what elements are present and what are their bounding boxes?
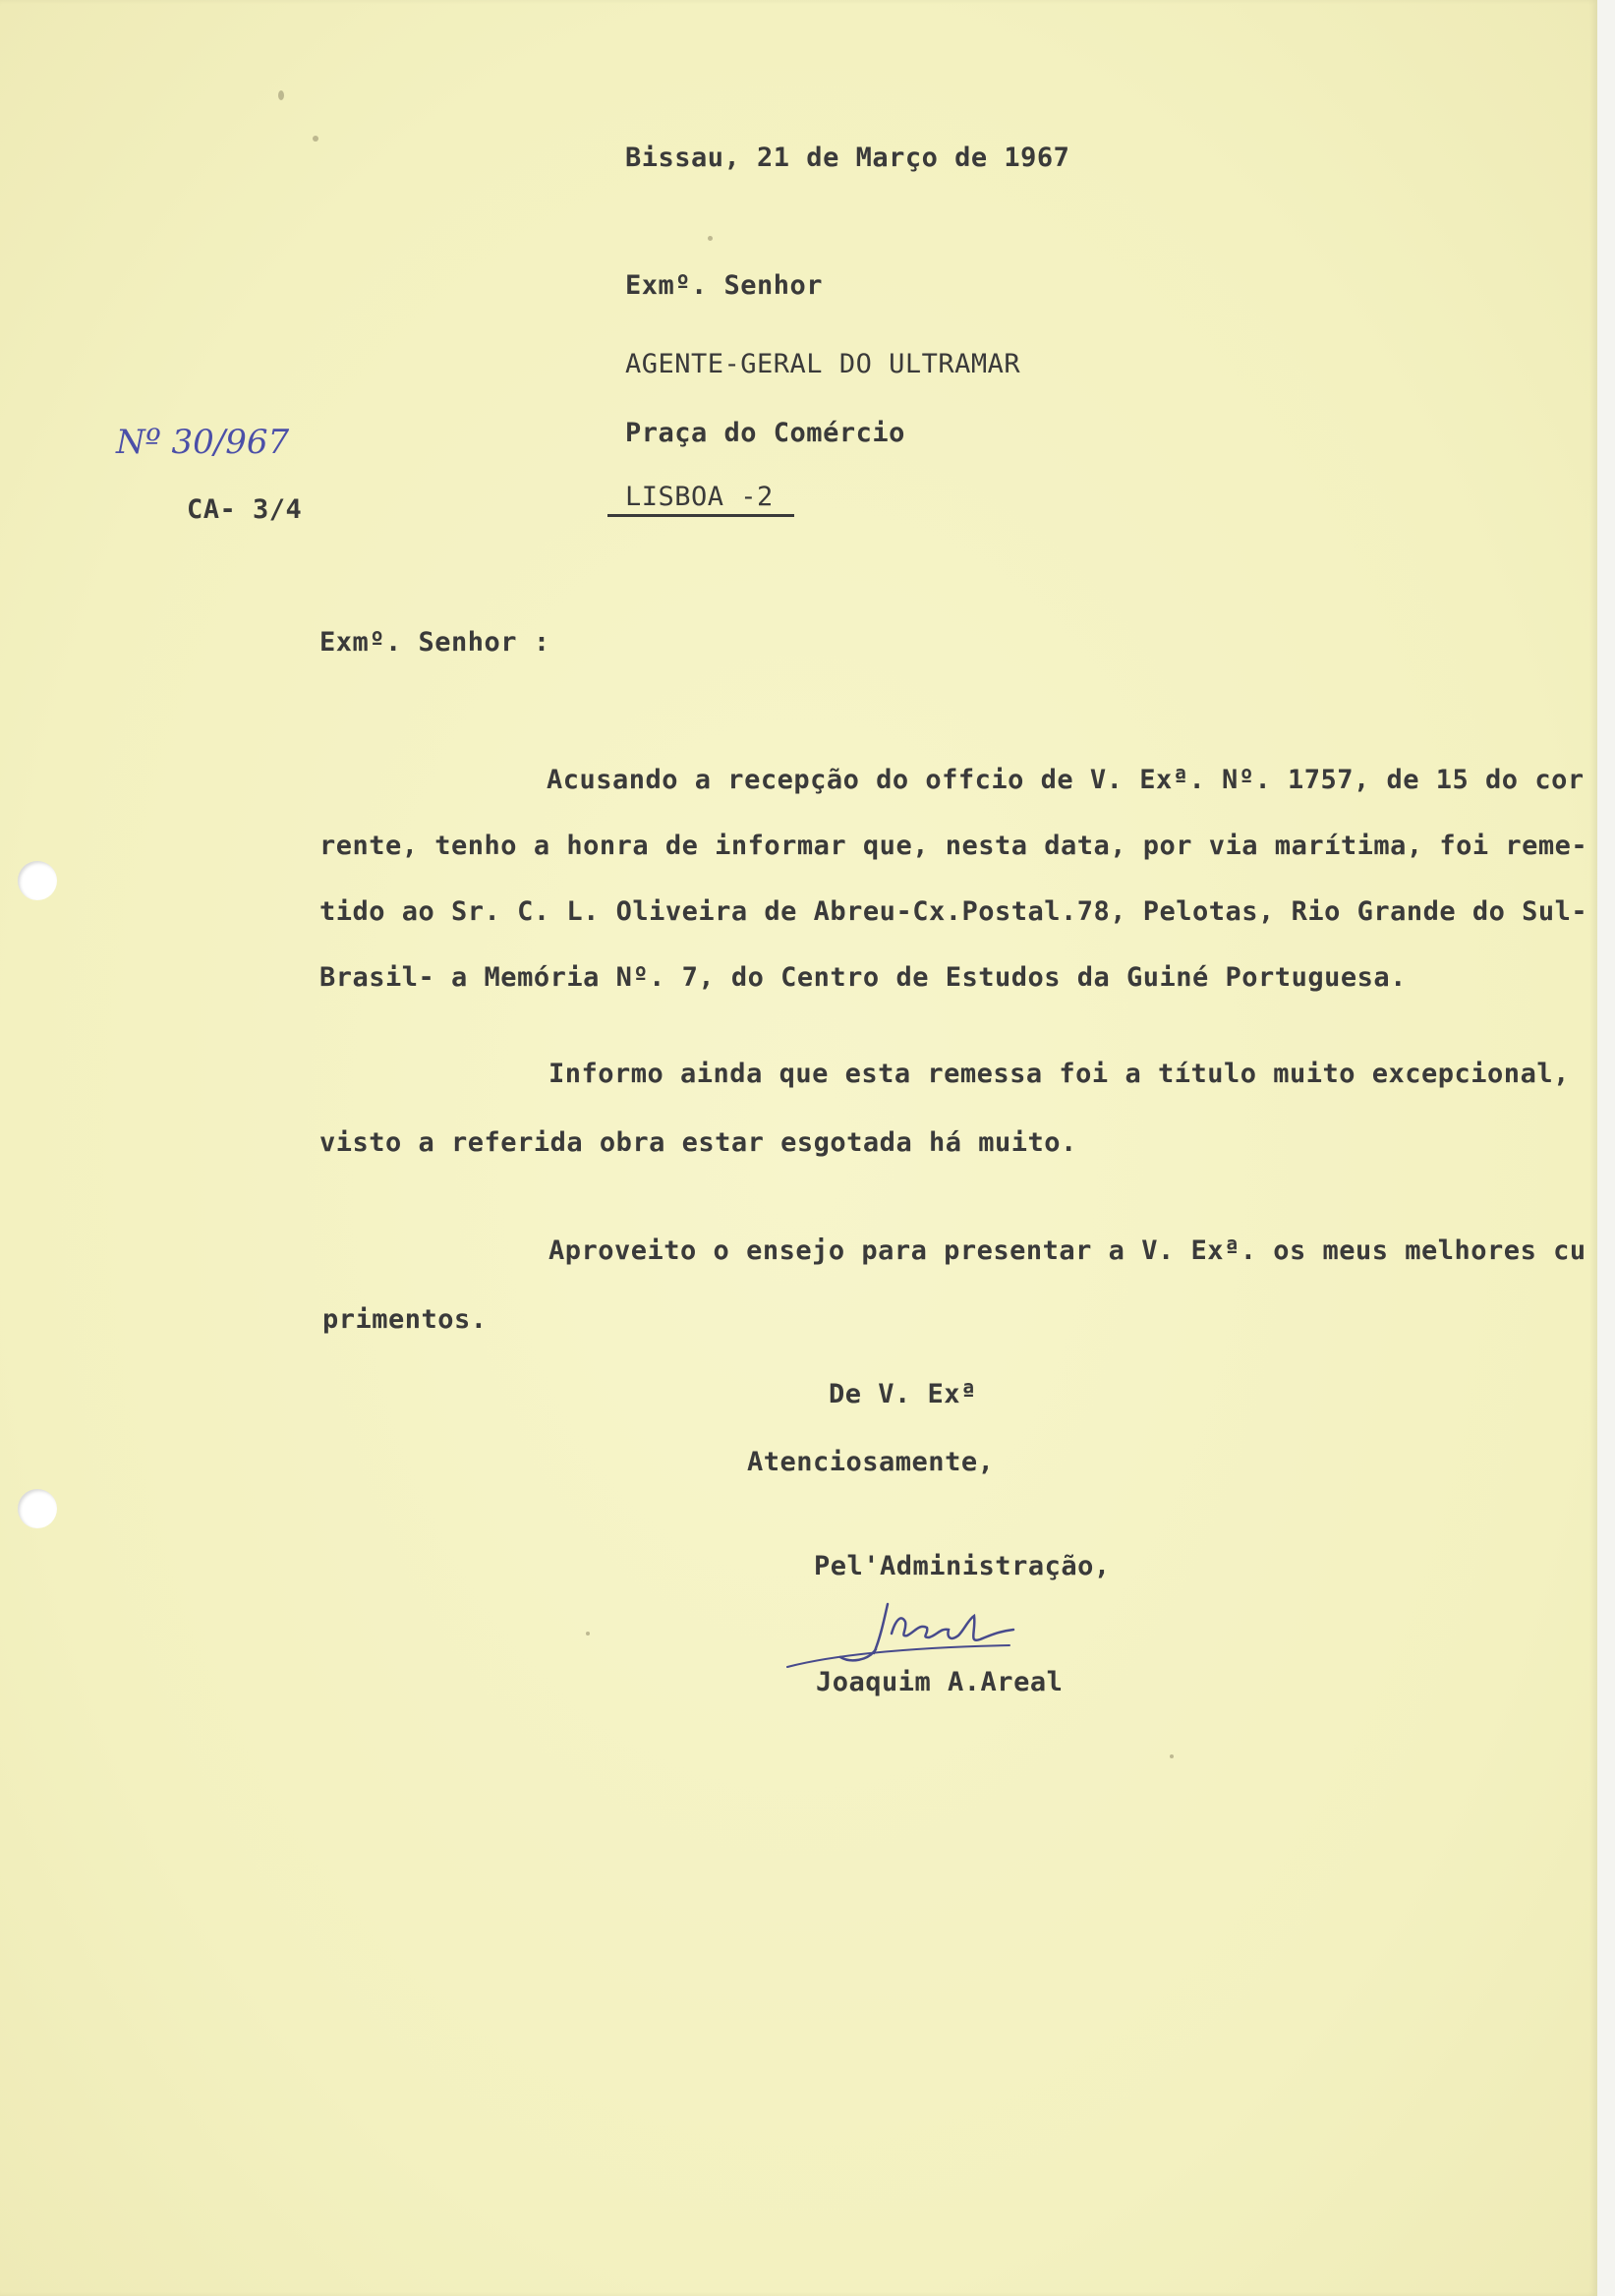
scan-edge [1597, 0, 1615, 2296]
recipient-title: AGENTE-GERAL DO ULTRAMAR [625, 349, 1021, 379]
paper-speck [313, 136, 318, 142]
body-line: Acusando a recepção do offcio de V. Exª. Nº. 1757, de 15 do cor [547, 765, 1585, 795]
paper-speck [1170, 1754, 1174, 1758]
punch-hole-bottom [18, 1489, 57, 1528]
body-line: Informo ainda que esta remessa foi a título muito excepcional, [548, 1059, 1570, 1089]
paper-speck [586, 1632, 590, 1636]
closing-line: De V. Exª [829, 1379, 977, 1409]
paper-speck [708, 236, 713, 241]
body-line: Aproveito o ensejo para presentar a V. Exª. os meus melhores cu [548, 1235, 1586, 1266]
body-line: tido ao Sr. C. L. Oliveira de Abreu-Cx.Postal.78, Pelotas, Rio Grande do Sul- [319, 896, 1588, 927]
closing-line: Pel'Administração, [814, 1551, 1111, 1581]
recipient-city: LISBOA -2 [625, 482, 774, 512]
handwritten-reference: Nº 30/967 [116, 423, 290, 462]
body-line: Brasil- a Memória Nº. 7, do Centro de Estudos da Guiné Portuguesa. [319, 962, 1407, 993]
city-underline [607, 514, 794, 517]
recipient-street: Praça do Comércio [625, 418, 905, 448]
greeting: Exmº. Senhor : [319, 627, 550, 658]
signer-name: Joaquim A.Areal [816, 1667, 1064, 1697]
paper-speck [278, 90, 284, 100]
punch-hole-top [18, 861, 57, 900]
date-line: Bissau, 21 de Março de 1967 [625, 143, 1070, 173]
body-line: rente, tenho a honra de informar que, nesta data, por via marítima, foi reme- [319, 831, 1588, 861]
recipient-salutation: Exmº. Senhor [625, 270, 824, 301]
body-line: visto a referida obra estar esgotada há muito. [319, 1127, 1077, 1158]
reference-code: CA- 3/4 [187, 494, 303, 525]
closing-line: Atenciosamente, [747, 1447, 995, 1477]
body-line: primentos. [322, 1304, 488, 1335]
